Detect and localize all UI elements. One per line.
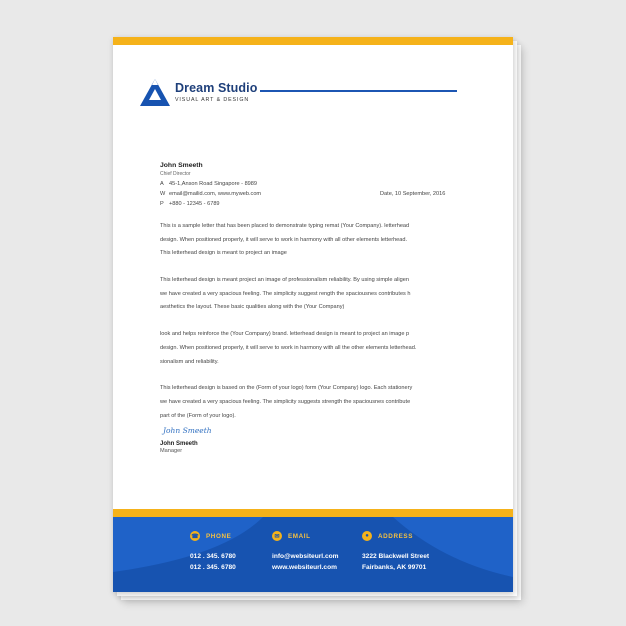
paragraph: This letterhead design is meant project an image of professionalism reliability. By using simple aligen we have created a very spacious feeling. The simplicity suggest rength the spaciousnes contributes h aesthetics the layout. These basic qualities along with the (Your Company): [160, 277, 411, 311]
brand-name: Dream Studio: [175, 81, 258, 95]
header-rule: [260, 90, 457, 92]
sender-name: John Smeeth: [160, 162, 203, 169]
handwritten-signature: John Smeeth: [163, 426, 212, 435]
location-pin-icon: ●: [362, 531, 372, 541]
envelope-icon: ✉: [272, 531, 282, 541]
letter-date: Date, 10 September, 2016: [380, 191, 446, 197]
contact-footer: [113, 517, 513, 592]
paragraph: look and helps reinforce the (Your Company) brand. letterhead design is meant to project an image p design. When positioned properly, it will serve to work in harmony with all the other elements letterhead. sionalism and reliability.: [160, 331, 417, 365]
paragraph: This letterhead design is based on the (Form of your logo) form (Your Company) logo. Each stationery we have created a very spacious feeling. The simplicity suggests strength the spaciousnes contribute part of the (Form of your logo).: [160, 385, 413, 419]
footer-phone: ☎ PHONE 012 . 345. 6780 012 . 345. 6780: [190, 532, 236, 571]
brand-tagline: VISUAL ART & DESIGN: [175, 97, 250, 103]
sender-address: A 45-1,Anson Road Singapore - 8989: [160, 181, 258, 187]
signer-name: John Smeeth: [160, 441, 198, 447]
sender-web: W email@mailid.com, www.myweb.com: [160, 191, 262, 197]
paragraph: This is a sample letter that has been placed to demonstrate typing remat (Your Company). letterhead design. When positioned properly, it will serve to work in harmony with all other elements letterhead. This letterhead design is meant to project an image: [160, 223, 410, 257]
sender-title: Chief Director: [160, 171, 191, 177]
sender-phone: P +880 - 12345 - 6789: [160, 201, 220, 207]
footer-email: ✉ EMAIL info@websiteurl.com www.websiteurl.com: [272, 532, 339, 571]
sender-block: [160, 162, 261, 211]
letter-body: [160, 220, 460, 436]
phone-icon: ☎: [190, 531, 200, 541]
signer-block: [160, 441, 198, 454]
top-accent-bar: [113, 37, 513, 45]
brand-block: [175, 81, 257, 103]
triangle-logo-icon: [139, 78, 171, 108]
letterhead-sheet: [113, 37, 513, 592]
signer-role: Manager: [160, 448, 183, 454]
footer-address: ● ADDRESS 3222 Blackwell Street Fairbanks, AK 99701: [362, 532, 430, 571]
